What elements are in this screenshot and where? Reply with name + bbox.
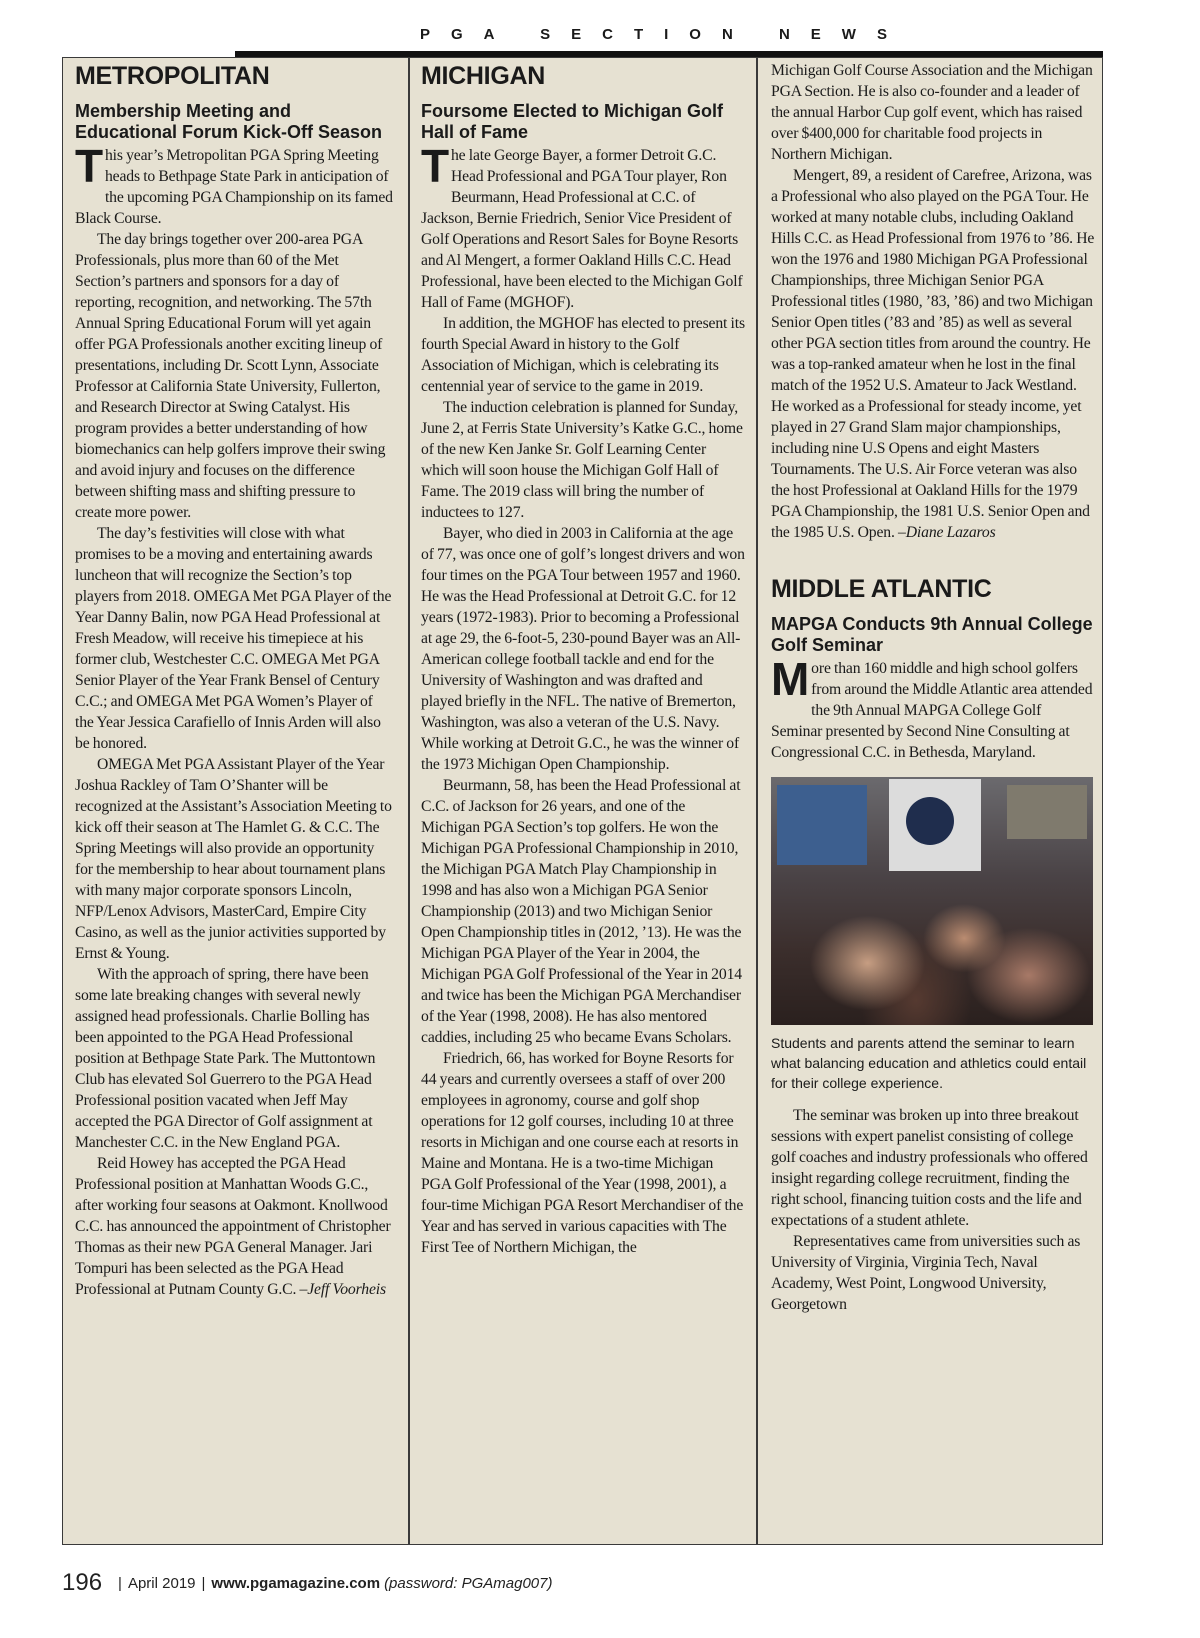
byline: –Jeff Voorheis	[299, 1281, 386, 1298]
drop-cap: T	[421, 140, 449, 192]
logo-shape	[906, 797, 954, 845]
article-paragraph: Reid Howey has accepted the PGA Head Professional position at Manhattan Woods G.C., after working four seasons at Oakmont. Knollwood C.C. has announced the appointment of Christopher Thomas as their new PGA General Manager. Jari Tompuri has been selected as the PGA Head Professional at Putnam County G.C. –Jeff Voorheis	[75, 1155, 391, 1298]
article-paragraph: In addition, the MGHOF has elected to present its fourth Special Award in history to the Golf Association of Michigan, which is celebrating its centennial year of service to the game in 2019.	[421, 315, 745, 395]
article-paragraph: More than 160 middle and high school golfers from around the Middle Atlantic area attended the 9th Annual MAPGA College Golf Seminar presented by Second Nine Consulting at Congressional C.C. in Bethesda, Maryland.	[771, 653, 1093, 761]
article-paragraph: The late George Bayer, a former Detroit G.C. Head Professional and PGA Tour player, Ron Beurmann, Head Professional at C.C. of Jackson, Bernie Friedrich, Senior Vice President of Golf Operations and Resort Sales for Boyne Resorts and Al Mengert, a former Oakland Hills C.C. Head Professional, have been elected to the Michigan Golf Hall of Fame (MGHOF).	[421, 140, 743, 311]
section-title-metropolitan: METROPOLITAN	[75, 62, 270, 90]
footer-separator: |	[201, 1575, 206, 1592]
michigan-column	[421, 60, 746, 1540]
article-headline: MAPGA Conducts 9th Annual College Golf Seminar	[771, 614, 1093, 655]
column-divider	[408, 57, 410, 1545]
article-paragraph: The day brings together over 200-area PGA Professionals, plus more than 60 of the Met Section’s partners and sponsors for a day of reporting, recognition, and networking. The 57th Annual Spring Educational Forum will yet again offer PGA Professionals another exciting lineup of presentations, including Dr. Scott Lynn, Associate Professor at California State University, Fullerton, and Research Director at Swing Catalyst. His program provides a better understanding of how biomechanics can help golfers improve their swing and avoid injury and focuses on the difference between shifting mass and shifting pressure to create more power.	[75, 231, 386, 521]
banner-shape	[1007, 785, 1087, 839]
page-footer	[62, 1569, 552, 1597]
banner-shape	[777, 785, 867, 865]
column-divider	[756, 57, 758, 1545]
article-paragraph: The seminar was broken up into three breakout sessions with expert panelist consisting of college golf coaches and industry professionals who offered insight regarding college recruitment, finding the right school, financing tuition costs and the life and expectations of a student athlete.	[771, 1107, 1088, 1229]
article-paragraph: Michigan Golf Course Association and the Michigan PGA Section. He is also co-founder and a leader of the annual Harbor Cup golf event, which has raised over $400,000 for charitable food projects in Northern Michigan.	[771, 62, 1093, 163]
article-headline: Membership Meeting and Educational Forum Kick-Off Season	[75, 101, 383, 142]
article-paragraph: The induction celebration is planned for Sunday, June 2, at Ferris State University’s Katke G.C., home of the new Ken Janke Sr. Golf Learning Center which will soon house the Michigan Golf Hall of Fame. The 2019 class will bring the number of inductees to 127.	[421, 399, 743, 521]
drop-cap: T	[75, 140, 103, 192]
article-paragraph: Representatives came from universities such as University of Virginia, Virginia Tech, Naval Academy, West Point, Longwood University, Georgetown	[771, 1233, 1081, 1313]
article-paragraph: Mengert, 89, a resident of Carefree, Arizona, was a Professional who also played on the PGA Tour. He worked at many notable clubs, including Oakland Hills C.C. as Head Professional from 1976 to ’86. He won the 1976 and 1980 Michigan PGA Professional Championships, three Michigan Senior PGA Professional titles (1980, ’83, ’86) and two Michigan Senior Open titles (’83 and ’85) as well as several other PGA section titles from around the country. He was a top-ranked amateur when he lost in the final match of the 1952 U.S. Amateur to Jack Westland. He worked as a Professional for steady income, yet played in 27 Grand Slam major championships, including nine U.S Opens and eight Masters Tournaments. The U.S. Air Force veteran was also the host Professional at Oakland Hills for the 1979 PGA Championship, the 1981 U.S. Senior Open and the 1985 U.S. Open. –Diane Lazaros	[771, 167, 1095, 541]
photo-caption: Students and parents attend the seminar to learn what balancing education and athletics could entail for their college experience.	[771, 1035, 1087, 1091]
continuation-column	[771, 60, 1095, 1540]
article-headline: Foursome Elected to Michigan Golf Hall of Fame	[421, 101, 724, 142]
section-title-michigan: MICHIGAN	[421, 62, 545, 90]
running-section-header: PGA SECTION NEWS	[420, 26, 908, 43]
page-number: 196	[62, 1569, 103, 1596]
article-paragraph: OMEGA Met PGA Assistant Player of the Year Joshua Rackley of Tam O’Shanter will be recognized at the Assistant’s Association Meeting to kick off their season at The Hamlet G. & C.C. The Spring Meetings will also provide an opportunity for the membership to hear about tournament plans with many major corporate sponsors Lincoln, NFP/Lenox Advisors, MasterCard, Empire City Casino, as well as the junior activities supported by Ernst & Young.	[75, 756, 392, 962]
article-paragraph: Bayer, who died in 2003 in California at the age of 77, was once one of golf’s longest drivers and won four times on the PGA Tour between 1957 and 1960. He was the Head Professional at Detroit G.C. for 12 years (1972-1983). Prior to becoming a Professional at age 29, the 6-foot-5, 230-pound Bayer was an All-American college football tackle and end for the University of Washington and was drafted and played briefly in the NFL. The native of Bremerton, Washington, was also a veteran of the U.S. Navy. While working at Detroit G.C., he was the winner of the 1973 Michigan Open Championship.	[421, 525, 745, 773]
article-paragraph: The day’s festivities will close with what promises to be a moving and entertaining awards luncheon that will recognize the Section’s top players from 2018. OMEGA Met PGA Player of the Year Danny Balin, now PGA Head Professional at Fresh Meadow, will receive his timepiece at his former club, Westchester C.C. OMEGA Met PGA Senior Player of the Year Frank Bensel of Century C.C.; and OMEGA Met PGA Women’s Player of the Year Jessica Carafiello of Innis Arden will also be honored.	[75, 525, 392, 752]
metropolitan-column	[75, 60, 393, 1540]
drop-cap: M	[771, 653, 810, 705]
article-paragraph: With the approach of spring, there have been some late breaking changes with several newly assigned head professionals. Charlie Bolling has been appointed to the PGA Head Professional position at Bethpage State Park. The Muttontown Club has elevated Sol Guerrero to the PGA Head Professional position vacated when Jeff May accepted the PGA Director of Golf assignment at Manchester C.C. in the New England PGA.	[75, 966, 376, 1151]
byline: –Diane Lazaros	[898, 524, 996, 541]
website-password: (password: PGAmag007)	[384, 1575, 553, 1592]
section-title-middle-atlantic: MIDDLE ATLANTIC	[771, 575, 992, 603]
article-paragraph: Beurmann, 58, has been the Head Professional at C.C. of Jackson for 26 years, and one of the Michigan PGA Section’s top golfers. He won the Michigan PGA Professional Championship in 2010, the Michigan PGA Match Play Championship in 1998 and has also won a Michigan PGA Senior Championship (2013) and two Michigan Senior Open Championship titles in (2012, ’13). He was the Michigan PGA Player of the Year in 2004, the Michigan PGA Golf Professional of the Year in 2014 and twice has been the Michigan PGA Merchandiser of the Year (1998, 2008). He has also mentored caddies, including 25 who became Evans Scholars.	[421, 777, 742, 1046]
seminar-photo	[771, 777, 1093, 1025]
article-paragraph: Friedrich, 66, has worked for Boyne Resorts for 44 years and currently oversees a staff of over 200 employees in agronomy, course and golf shop operations for 12 golf courses, including 10 at three resorts in Michigan and one course each at resorts in Maine and Montana. He is a two-time Michigan PGA Golf Professional of the Year (1998, 2001), a four-time Michigan PGA Resort Merchandiser of the Year and has served in various capacities with The First Tee of Northern Michigan, the	[421, 1050, 744, 1256]
footer-separator: |	[118, 1575, 122, 1592]
website-link[interactable]: www.pgamagazine.com	[211, 1575, 381, 1592]
article-paragraph: This year’s Metropolitan PGA Spring Meeting heads to Bethpage State Park in anticipation of the upcoming PGA Championship on its famed Black Course.	[75, 140, 393, 227]
issue-date: April 2019	[127, 1575, 196, 1592]
